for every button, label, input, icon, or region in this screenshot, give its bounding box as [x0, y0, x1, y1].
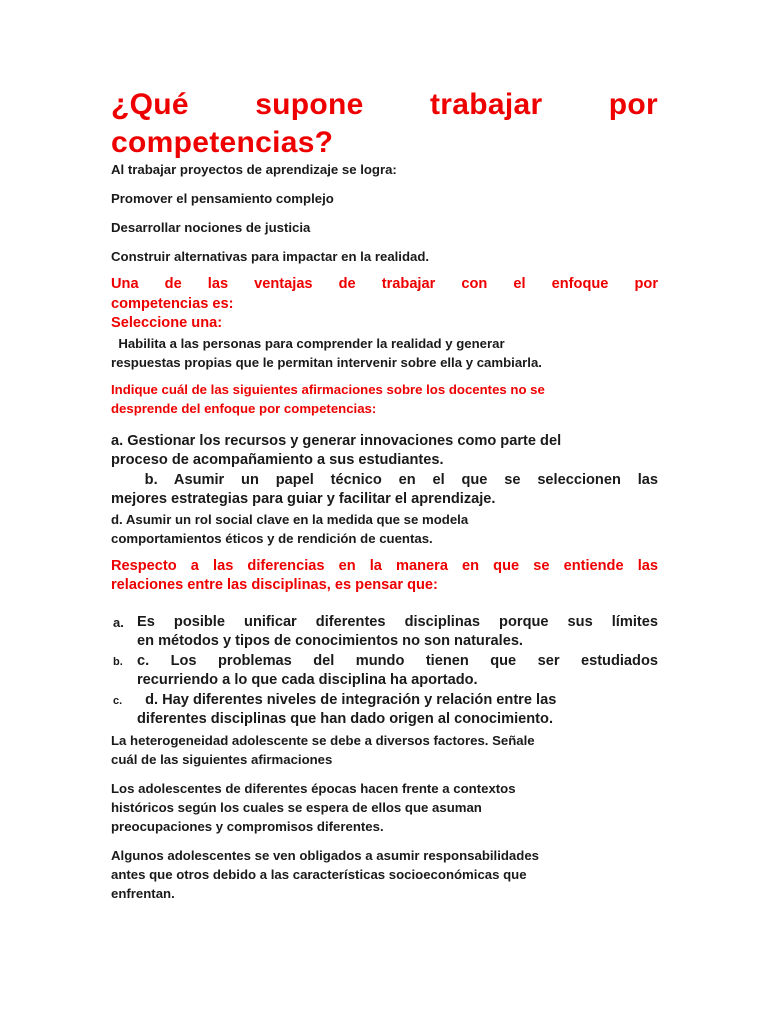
- question-2-line-1: Una de las ventajas de trabajar con el enfoque por: [111, 276, 658, 292]
- question-5-option-2: [111, 846, 658, 903]
- question-2: [111, 275, 658, 372]
- question-3-line-2: desprende del enfoque por competencias:: [111, 400, 377, 416]
- question-4-option: [111, 691, 658, 730]
- title-line-1: ¿Qué supone trabajar por: [111, 88, 658, 121]
- section1-item-2: Desarrollar nociones de justicia: [111, 220, 311, 235]
- title-line-2: competencias?: [111, 126, 334, 159]
- question-4-line-1: Respecto a las diferencias en la manera en que se entiende las: [111, 557, 658, 574]
- section1-intro: Al trabajar proyectos de aprendizaje se logra:: [111, 162, 397, 177]
- question-5-option-2-line-2: antes que otros debido a las características socioeconómicas que: [111, 866, 527, 882]
- question-3: [111, 380, 658, 548]
- question-3-option-b-line-2: mejores estrategias para guiar y facilitar el aprendizaje.: [111, 491, 496, 507]
- question-5: [111, 731, 658, 903]
- question-4-options: [111, 613, 658, 730]
- question-4: [111, 557, 658, 730]
- question-2-answer-line-1: Habilita a las personas para comprender la realidad y generar: [111, 335, 505, 351]
- option-line-1: d. Hay diferentes niveles de integración y relación entre las: [137, 691, 557, 708]
- question-5-option-2-line-3: enfrentan.: [111, 885, 175, 901]
- question-3-option-a-line-2: proceso de acompañamiento a sus estudiantes.: [111, 452, 444, 468]
- question-4-option: [111, 652, 658, 691]
- option-line-1: Es posible unificar diferentes disciplinas porque sus límites: [137, 613, 658, 630]
- question-3-option-d-line-2: comportamientos éticos y de rendición de cuentas.: [111, 530, 433, 546]
- option-line-2: diferentes disciplinas que han dado origen al conocimiento.: [137, 711, 553, 727]
- question-5-option-1: [111, 779, 658, 836]
- list-marker: b.: [113, 655, 123, 668]
- question-5-line-1: La heterogeneidad adolescente se debe a diversos factores. Señale: [111, 732, 535, 748]
- question-5-option-1-line-1: Los adolescentes de diferentes épocas hacen frente a contextos: [111, 780, 516, 796]
- option-line-2: en métodos y tipos de conocimientos no son naturales.: [137, 633, 523, 649]
- question-3-option-b: [111, 471, 658, 510]
- question-4-option: [111, 613, 658, 652]
- question-3-option-a: [111, 432, 658, 471]
- question-5-option-1-line-3: preocupaciones y compromisos diferentes.: [111, 818, 384, 834]
- question-5-option-2-line-1: Algunos adolescentes se ven obligados a asumir responsabilidades: [111, 847, 539, 863]
- question-3-option-a-line-1: a. Gestionar los recursos y generar innovaciones como parte del: [111, 432, 562, 449]
- option-line-1: c. Los problemas del mundo tienen que ser estudiados: [137, 652, 658, 669]
- question-2-line-2: competencias es:: [111, 295, 234, 312]
- question-3-option-d-line-1: d. Asumir un rol social clave en la medida que se modela: [111, 511, 469, 527]
- section1-item-3: Construir alternativas para impactar en la realidad.: [111, 249, 430, 264]
- question-5-line-2: cuál de las siguientes afirmaciones: [111, 751, 333, 767]
- question-2-answer-line-2: respuestas propias que le permitan intervenir sobre ella y cambiarla.: [111, 354, 542, 370]
- list-marker: a.: [113, 614, 124, 630]
- question-4-line-2: relaciones entre las disciplinas, es pensar que:: [111, 577, 438, 593]
- document-content: [111, 86, 658, 903]
- question-5-option-1-line-2: históricos según los cuales se espera de ellos que asuman: [111, 799, 482, 815]
- page-title: [111, 86, 658, 162]
- question-2-select: Seleccione una:: [111, 315, 223, 331]
- section1-item-1: Promover el pensamiento complejo: [111, 191, 334, 206]
- question-3-option-d: [111, 510, 658, 548]
- option-line-2: recurriendo a lo que cada disciplina ha aportado.: [137, 672, 478, 688]
- question-3-option-b-line-1: b. Asumir un papel técnico en el que se seleccionen las: [111, 471, 658, 488]
- question-3-line-1: Indique cuál de las siguientes afirmaciones sobre los docentes no se: [111, 381, 545, 397]
- list-marker: c.: [113, 694, 123, 707]
